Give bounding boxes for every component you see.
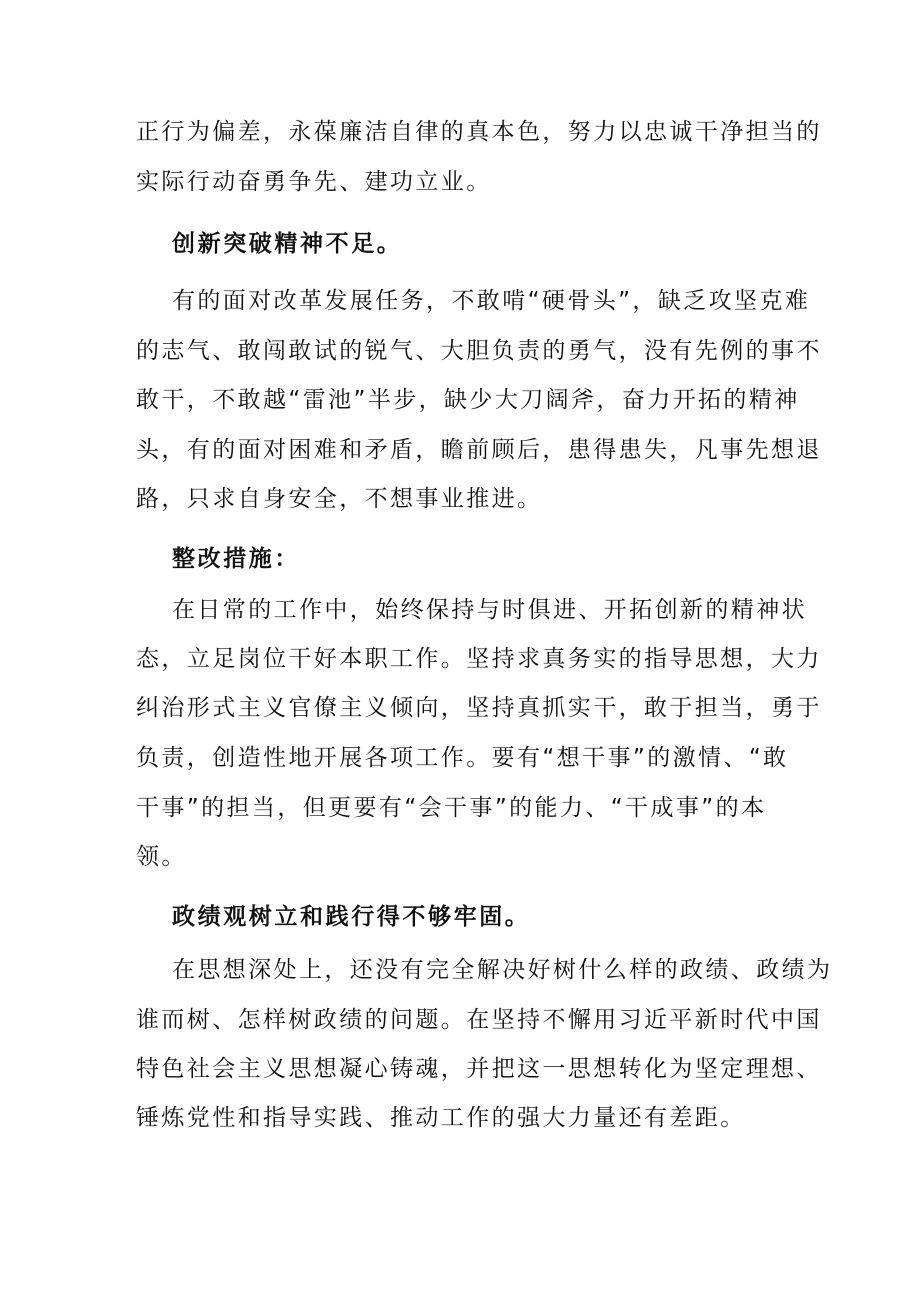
body-text-line: 正行为偏差，永葆廉洁自律的真本色，努力以忠诚干净担当的 [136, 119, 822, 145]
body-text-line: 特色社会主义思想凝心铸魂，并把这一思想转化为坚定理想、 [136, 1056, 822, 1082]
body-text-line: 实际行动奋勇争先、建功立业。 [136, 169, 492, 195]
body-text-line: 态，立足岗位干好本职工作。坚持求真务实的指导思想，大力 [136, 646, 822, 672]
section-heading-rectification: 整改措施： [172, 546, 300, 572]
body-text-line: 纠治形式主义官僚主义倾向，坚持真抓实干，敢于担当，勇于 [136, 695, 822, 721]
body-text-line: 领。 [136, 844, 187, 870]
body-text-line: 干事”的担当，但更要有“会干事”的能力、“干成事”的本 [136, 795, 767, 821]
body-text-line: 有的面对改革发展任务，不敢啃“硬骨头”，缺乏攻坚克难 [172, 288, 811, 314]
body-text-line: 路，只求自身安全，不想事业推进。 [136, 486, 543, 512]
body-text-line: 锤炼党性和指导实践、推动工作的强大力量还有差距。 [136, 1105, 746, 1131]
section-heading-innovation: 创新突破精神不足。 [172, 231, 403, 257]
body-text-line: 在思想深处上，还没有完全解决好树什么样的政绩、政绩为 [172, 957, 833, 983]
body-text-line: 负责，创造性地开展各项工作。要有“想干事”的激情、“敢 [136, 745, 789, 771]
body-text-line: 敢干，不敢越“雷池”半步，缺少大刀阔斧，奋力开拓的精神 [136, 387, 800, 413]
body-text-line: 头，有的面对困难和矛盾，瞻前顾后，患得患失，凡事先想退 [136, 437, 822, 463]
body-text-line: 谁而树、怎样树政绩的问题。在坚持不懈用习近平新时代中国 [136, 1007, 822, 1033]
body-text-line: 的志气、敢闯敢试的锐气、大胆负责的勇气，没有先例的事不 [136, 338, 822, 364]
body-text-line: 在日常的工作中，始终保持与时俱进、开拓创新的精神状 [172, 597, 807, 623]
section-heading-performance-view: 政绩观树立和践行得不够牢固。 [172, 904, 531, 930]
